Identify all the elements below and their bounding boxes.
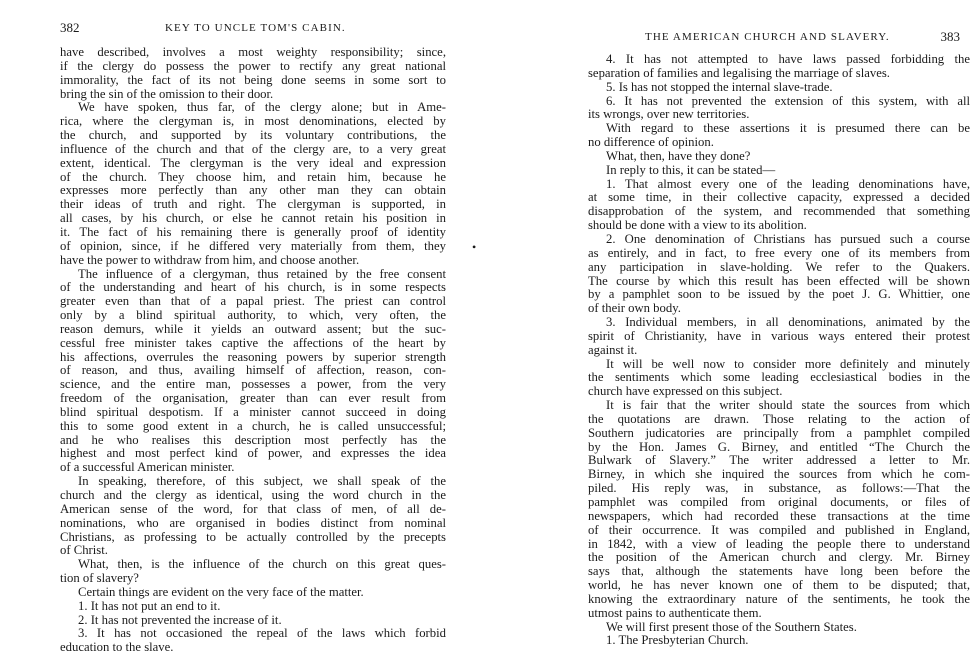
- text-line: 1. That almost every one of the leading denominations have,: [606, 177, 970, 191]
- text-line: Southern judicatories are principally from a pamphlet compiled: [588, 426, 970, 440]
- text-line: We have spoken, thus far, of the clergy alone; but in Ame-: [78, 101, 446, 115]
- text-line: in 1842, with a view of leading the people there to understand: [588, 537, 970, 551]
- text-line: Birney, in which she inquired the sources from which he com-: [588, 468, 970, 482]
- right-running-head: THE AMERICAN CHURCH AND SLAVERY.: [645, 31, 890, 43]
- text-line: newspapers, which had recorded these transactions at the time: [588, 509, 970, 523]
- right-page: [482, 0, 980, 667]
- text-line: disapprobation of the system, and recommended that something: [588, 205, 970, 219]
- left-running-head: KEY TO UNCLE TOM'S CABIN.: [165, 22, 346, 34]
- text-line: as entirely, and in fact, to free every one of its members from: [588, 246, 970, 260]
- text-line: 4. It has not attempted to have laws passed forbidding the: [606, 53, 970, 66]
- text-line: pamphlet was compiled from original documents, or files of: [588, 496, 970, 509]
- text-line: American sense of the word, for that class of men, of all de-: [60, 502, 446, 516]
- right-page-body: [588, 53, 970, 648]
- text-line: piled. His reply was, in substance, as follows:—That the: [588, 482, 970, 496]
- text-line: The course by which this result has been effected will be shown: [588, 274, 970, 288]
- text-line: extent, identical. The clergyman is the very ideal and expression: [60, 156, 446, 170]
- text-line: It is fair that the writer should state the sources from which: [606, 399, 970, 413]
- text-line: the position of the American church and clergy. Mr. Birney: [588, 551, 970, 565]
- text-line: 2. It has not prevented the increase of it.: [78, 613, 282, 627]
- text-line: the church, and supported by its voluntary contributions, the: [60, 129, 446, 143]
- text-line: any participation in slave-holding. We refer to the Quakers.: [588, 260, 970, 274]
- text-line: it. The fact of his remaining there is generally proof of identity: [60, 225, 446, 239]
- text-line: have the power to withdraw from him, and choose another.: [60, 253, 360, 267]
- gutter-mark: •: [472, 240, 477, 254]
- text-line: bring the sin of the omission to their door.: [60, 87, 274, 101]
- text-line: of Christ.: [60, 544, 108, 558]
- text-line: Certain things are evident on the very face of the matter.: [78, 585, 364, 599]
- text-line: freedom of the organisation, greater than can ever result from: [60, 392, 446, 406]
- text-line: of the church. They choose him, and retain him, because he: [60, 170, 446, 184]
- text-line: What, then, have they done?: [606, 149, 751, 163]
- text-line: of the understanding and heart of his church, is in some respects: [60, 281, 446, 295]
- text-line: tion of slavery?: [60, 572, 139, 586]
- text-line: 3. Individual members, in all denominations, animated by the: [606, 316, 970, 330]
- text-line: all cases, by his church, or else he cannot retain his position in: [60, 212, 446, 226]
- text-line: We will first present those of the Southern States.: [606, 620, 857, 634]
- text-line: reason demurs, while it yields an outward assent; but the suc-: [60, 322, 446, 336]
- text-line: by the Hon. James G. Birney, and entitled “The Church the: [588, 440, 970, 454]
- text-line: world, he has never known one of them to be disputed; that,: [588, 579, 970, 593]
- left-page-header: [0, 22, 462, 38]
- text-line: of reason, and thus, availing himself of affection, reason, con-: [60, 364, 446, 378]
- text-line: no difference of opinion.: [588, 136, 714, 150]
- text-line: influence of the church and that of the clergy are, to a very great: [60, 142, 446, 156]
- text-line: rica, where the clergyman is, in most denominations, elected by: [60, 115, 446, 129]
- text-line: should be done with a view to its abolition.: [588, 219, 807, 233]
- text-line: of their own body.: [588, 302, 681, 316]
- text-line: In speaking, therefore, of this subject, we shall speak of the: [78, 475, 446, 489]
- text-line: separation of families and legalising the marriage of slaves.: [588, 66, 890, 80]
- right-page-header: [482, 22, 980, 44]
- text-line: of a successful American minister.: [60, 461, 235, 475]
- text-line: blind spiritual despotism. If a minister cannot succeed in doing: [60, 405, 446, 419]
- text-line: In reply to this, it can be stated—: [606, 163, 776, 177]
- text-line: church have expressed on this subject.: [588, 385, 783, 399]
- text-line: 1. The Presbyterian Church.: [606, 634, 749, 648]
- text-line: their ideas of truth and right. The clergyman is supported, in: [60, 198, 446, 212]
- text-line: highest and most perfect kind of power, and expresses the idea: [60, 447, 446, 461]
- text-line: this to some good extent in a church, he is called unsuccessful;: [60, 419, 446, 433]
- text-line: nominations, who are organised in bodies distinct from nominal: [60, 516, 446, 530]
- text-line: The influence of a clergyman, thus retained by the free consent: [78, 267, 446, 281]
- text-line: 3. It has not occasioned the repeal of the laws which forbid: [78, 627, 446, 641]
- text-line: at some time, in their collective capacity, expressed a decided: [588, 191, 970, 205]
- text-line: cessful free minister takes captive the affections of the heart by: [60, 336, 446, 350]
- text-line: says that, although the statements have long been before the: [588, 565, 970, 579]
- text-line: greater even than that of a papal priest. The priest can control: [60, 295, 446, 309]
- text-line: Bulwark of Slavery.” The writer addressed a letter to Mr.: [588, 454, 970, 468]
- text-line: against it.: [588, 343, 638, 357]
- text-line: if the clergy do possess the power to rectify any great national: [60, 59, 446, 73]
- text-line: of their occurrence. It was compiled and published in England,: [588, 523, 970, 537]
- text-line: science, and the entire man, possesses a power, from the very: [60, 378, 446, 392]
- text-line: the quotations are drawn. Those relating to the action of: [588, 412, 970, 426]
- left-page-number: 382: [60, 20, 80, 35]
- left-page: [0, 0, 462, 667]
- text-line: its wrongs, over new territories.: [588, 108, 750, 122]
- text-line: his affections, overrules the reasoning powers by superior strength: [60, 350, 446, 364]
- text-line: What, then, is the influence of the church on this great ques-: [78, 558, 446, 572]
- text-line: 2. One denomination of Christians has pursued such a course: [606, 232, 970, 246]
- text-line: and he who realises this description most perfectly has the: [60, 433, 446, 447]
- text-line: only by a blind spiritual authority, to which, very often, the: [60, 309, 446, 323]
- text-line: the sentiments which some leading ecclesiastical bodies in the: [588, 371, 970, 385]
- text-line: spirit of Christianity, have in various ways entered their protest: [588, 329, 970, 343]
- text-line: have described, involves a most weighty responsibility; since,: [60, 46, 446, 59]
- text-line: of opinion, since, if he differed very materially from them, they: [60, 239, 446, 253]
- text-line: immorality, the fact of its not being done seems in some sort to: [60, 73, 446, 87]
- text-line: Christians, as professing to be actually controlled by the precepts: [60, 530, 446, 544]
- text-line: expresses more perfectly than any other man they can obtain: [60, 184, 446, 198]
- text-line: knowing the extraordinary nature of the sentiments, he took the: [588, 592, 970, 606]
- text-line: 6. It has not prevented the extension of this system, with all: [606, 94, 970, 108]
- text-line: It will be well now to consider more definitely and minutely: [606, 357, 970, 371]
- text-line: utmost pains to authenticate them.: [588, 606, 762, 620]
- text-line: education to the slave.: [60, 641, 174, 655]
- text-line: by a pamphlet soon to be issued by the poet J. G. Whittier, one: [588, 288, 970, 302]
- text-line: 5. Is has not stopped the internal slave-trade.: [606, 80, 833, 94]
- left-page-body: [60, 46, 446, 655]
- text-line: 1. It has not put an end to it.: [78, 599, 221, 613]
- text-line: church and the clergy as identical, using the word church in the: [60, 489, 446, 502]
- text-line: With regard to these assertions it is presumed there can be: [606, 122, 970, 136]
- right-page-number: 383: [940, 29, 960, 44]
